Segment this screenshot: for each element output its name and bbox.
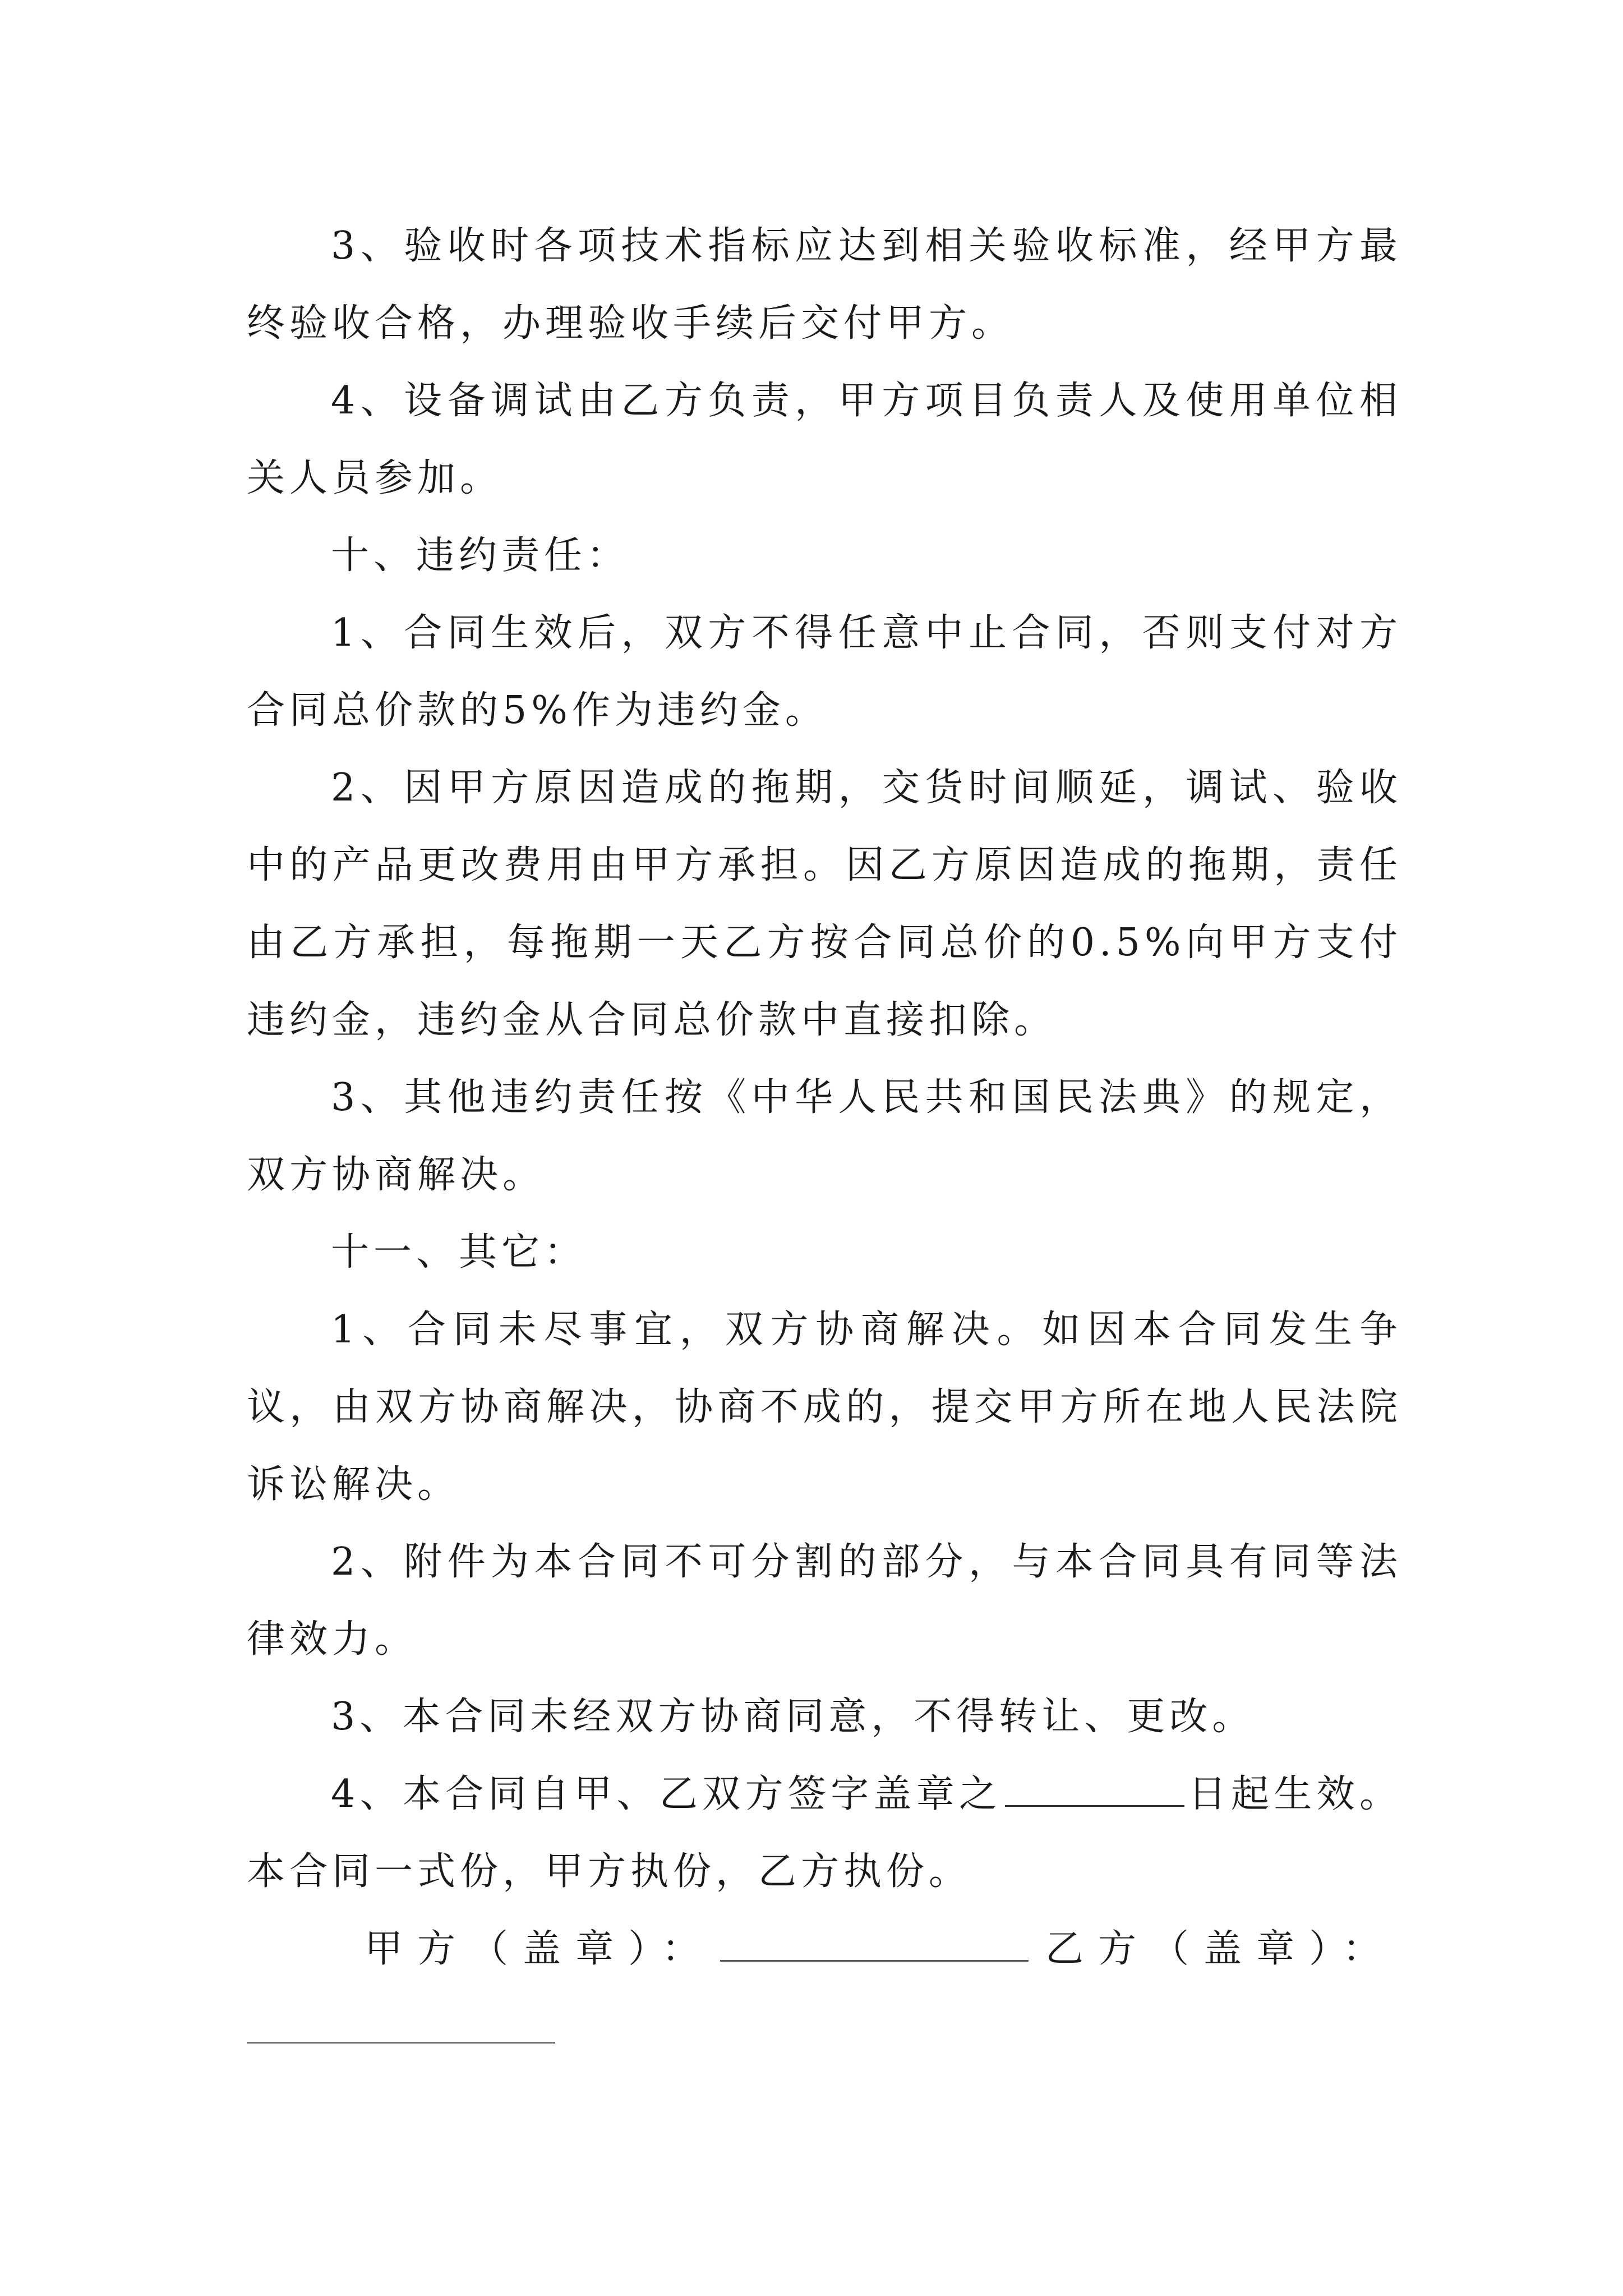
section-heading-liability: 十、违约责任： [331,533,630,578]
clause-liability-1: 1、合同生效后，双方不得任意中止合同，否则支付对方合同总价款的5%作为违约金。 [247,611,1402,733]
clause-other-4 [247,1756,1402,1911]
document-body [247,208,1402,1988]
clause-other-2: 2、附件为本合同不可分割的部分，与本合同具有同等法律效力。 [247,1540,1402,1662]
effective-clause-end: 日起生效。本合同一式份，甲方执份，乙方执份。 [247,1772,1402,1894]
clause-other-1: 1、合同未尽事宜，双方协商解决。如因本合同发生争议，由双方协商解决，协商不成的，提交甲方所在地人民法院诉讼解决。 [247,1308,1402,1507]
signature-line [247,1911,1402,1988]
clause-other-3: 3、本合同未经双方协商同意，不得转让、更改。 [331,1695,1255,1739]
party-b-signature-blank [247,2042,555,2044]
party-a-signature-blank [720,1926,1029,1962]
clause-liability-2: 2、因甲方原因造成的拖期，交货时间顺延，调试、验收中的产品更改费用由甲方承担。因乙方原因造成的拖期，责任由乙方承担，每拖期一天乙方按合同总价的0.5%向甲方支付违约金，违约金从合同总价款中直接扣除。 [247,766,1402,1042]
party-b-seal-label: 乙方（盖章）： [1045,1927,1396,1971]
clause-acceptance-3: 3、验收时各项技术指标应达到相关验收标准，经甲方最终验收合格，办理验收手续后交付甲方。 [247,224,1402,346]
party-a-seal-label: 甲方（盖章）： [365,1927,715,1971]
effective-date-blank [1005,1772,1184,1807]
clause-liability-3: 3、其他违约责任按《中华人民共和国民法典》的规定，双方协商解决。 [247,1075,1402,1197]
effective-clause-start: 4、本合同自甲、乙双方签字盖章之 [331,1772,1002,1816]
section-heading-other: 十一、其它： [331,1230,587,1274]
clause-acceptance-4: 4、设备调试由乙方负责，甲方项目负责人及使用单位相关人员参加。 [247,379,1402,500]
